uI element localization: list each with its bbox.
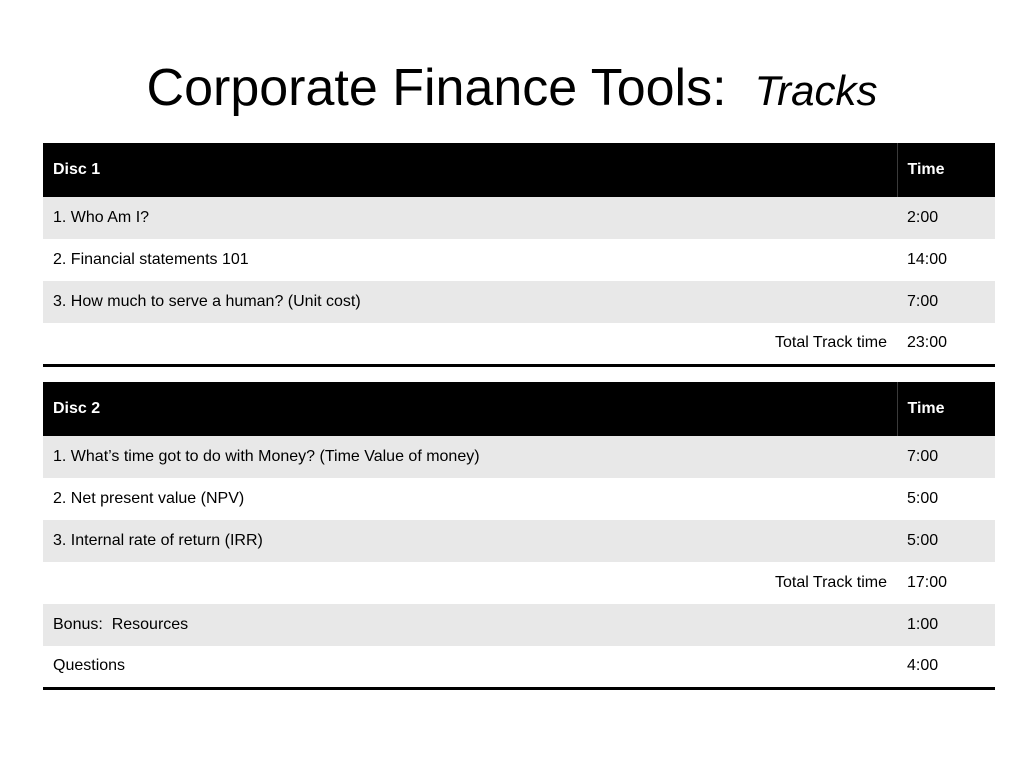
track-title: 2. Net present value (NPV): [43, 478, 897, 520]
track-title: 2. Financial statements 101: [43, 239, 897, 281]
questions-row: [43, 646, 995, 688]
total-row: [43, 562, 995, 604]
total-track-time-label: Total Track time: [43, 562, 897, 604]
track-time: 5:00: [897, 478, 995, 520]
disc-1-header: Disc 1: [43, 143, 897, 197]
slide-title-sub: Tracks: [754, 67, 878, 114]
table-row: [43, 436, 995, 478]
total-track-time-value: 23:00: [897, 323, 995, 365]
track-time: 7:00: [897, 281, 995, 323]
track-title: 1. Who Am I?: [43, 197, 897, 239]
table-row: [43, 197, 995, 239]
table-row: [43, 239, 995, 281]
disc-2-header: Disc 2: [43, 382, 897, 436]
questions-time: 4:00: [897, 646, 995, 688]
time-column-header: Time: [897, 382, 995, 436]
track-time: 7:00: [897, 436, 995, 478]
bonus-time: 1:00: [897, 604, 995, 646]
slide-title: [0, 52, 1024, 127]
table-row: [43, 281, 995, 323]
table-header-row: [43, 143, 995, 197]
table-header-row: [43, 382, 995, 436]
total-row: [43, 323, 995, 365]
track-title: 3. Internal rate of return (IRR): [43, 520, 897, 562]
slide-title-main: Corporate Finance Tools:: [146, 59, 727, 117]
track-title: 1. What’s time got to do with Money? (Time Value of money): [43, 436, 897, 478]
questions-title: Questions: [43, 646, 897, 688]
total-track-time-value: 17:00: [897, 562, 995, 604]
disc-2-table: [43, 382, 995, 690]
track-title: 3. How much to serve a human? (Unit cost): [43, 281, 897, 323]
track-time: 5:00: [897, 520, 995, 562]
bonus-row: [43, 604, 995, 646]
total-track-time-label: Total Track time: [43, 323, 897, 365]
table-row: [43, 520, 995, 562]
disc-1-table: [43, 143, 995, 367]
time-column-header: Time: [897, 143, 995, 197]
track-time: 14:00: [897, 239, 995, 281]
table-row: [43, 478, 995, 520]
track-time: 2:00: [897, 197, 995, 239]
bonus-title: Bonus: Resources: [43, 604, 897, 646]
